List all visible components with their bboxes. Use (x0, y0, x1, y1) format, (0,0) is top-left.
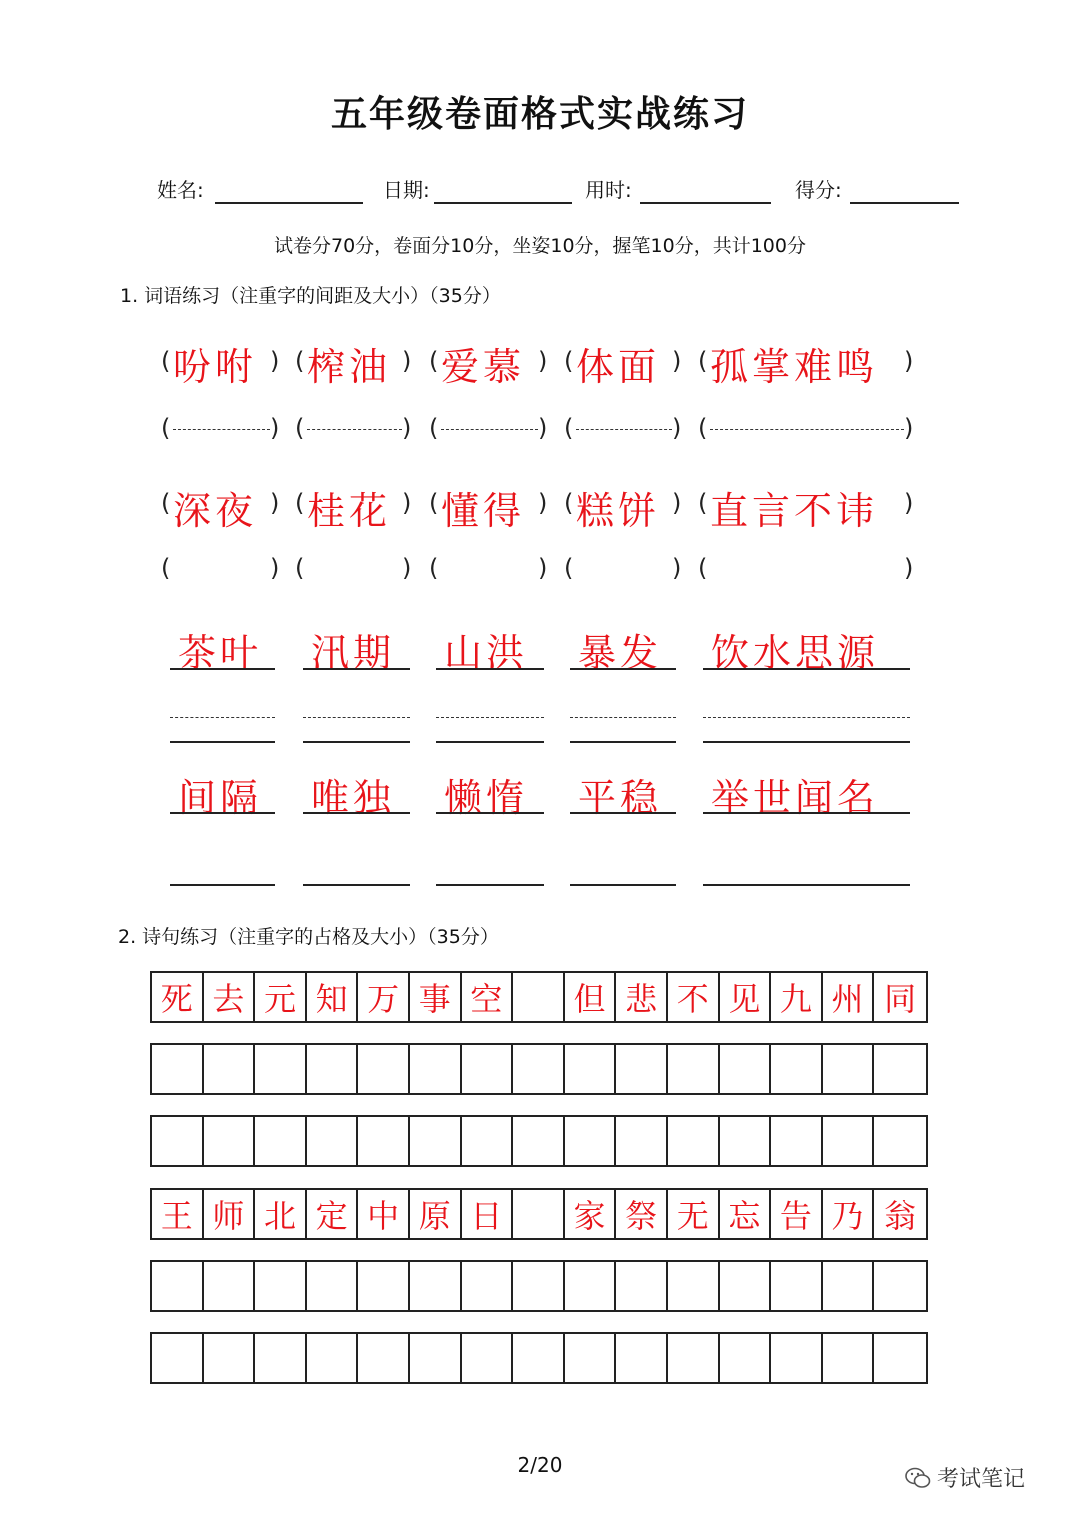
grid-cell[interactable] (720, 1262, 772, 1310)
practice-word: 平稳 (578, 776, 663, 820)
bracket-open: ( (429, 489, 439, 517)
answer-blank[interactable] (441, 414, 538, 444)
grid-cell: 元 (255, 973, 307, 1021)
page-number: 2/20 (517, 1453, 563, 1477)
bracket-open: ( (698, 554, 708, 582)
empty-grid-row (150, 1332, 928, 1384)
bracket-close: ) (538, 554, 548, 582)
grid-cell[interactable] (565, 1262, 617, 1310)
time-label: 用时: (585, 178, 632, 202)
grid-cell[interactable] (720, 1045, 772, 1093)
answer-blank[interactable] (441, 554, 538, 584)
grid-cell[interactable] (410, 1334, 462, 1382)
bracket-close: ) (672, 489, 682, 517)
grid-cell: 日 (462, 1190, 514, 1238)
grid-cell[interactable] (771, 1262, 823, 1310)
grid-cell[interactable] (720, 1117, 772, 1165)
answer-blank[interactable] (173, 554, 270, 584)
writing-line[interactable] (436, 884, 544, 886)
bracket-close: ) (402, 414, 412, 442)
grid-cell[interactable] (358, 1117, 410, 1165)
practice-word: 吩咐 (173, 345, 258, 389)
grid-cell[interactable] (668, 1045, 720, 1093)
grid-cell: 告 (771, 1190, 823, 1238)
practice-word: 饮水思源 (711, 631, 880, 675)
writing-line[interactable] (570, 884, 676, 886)
section1-heading: 1. 词语练习（注重字的间距及大小）（35分） (120, 285, 501, 307)
date-blank[interactable] (434, 202, 572, 204)
bracket-open: ( (161, 554, 171, 582)
bracket-close: ) (904, 414, 914, 442)
grid-cell[interactable] (410, 1117, 462, 1165)
writing-line (303, 812, 410, 814)
grid-cell: 中 (358, 1190, 410, 1238)
practice-word: 懂得 (441, 489, 526, 533)
grid-cell[interactable] (616, 1262, 668, 1310)
grid-cell[interactable] (668, 1334, 720, 1382)
writing-line (436, 812, 544, 814)
grid-cell[interactable] (358, 1262, 410, 1310)
grid-cell[interactable] (152, 1262, 204, 1310)
practice-word: 孤掌难鸣 (710, 345, 879, 389)
practice-word: 桂花 (307, 489, 392, 533)
grid-cell[interactable] (307, 1117, 359, 1165)
bracket-open: ( (698, 414, 708, 442)
writing-line[interactable] (303, 884, 410, 886)
bracket-close: ) (672, 414, 682, 442)
bracket-close: ) (672, 347, 682, 375)
grid-cell: 州 (823, 973, 875, 1021)
page-title: 五年级卷面格式实战练习 (330, 94, 749, 135)
practice-word: 体面 (576, 345, 661, 389)
watermark (905, 1462, 1025, 1493)
grid-cell: 同 (884, 980, 917, 1018)
writing-line[interactable] (703, 884, 910, 886)
grid-cell[interactable] (874, 1045, 926, 1093)
score-label: 得分: (795, 178, 842, 202)
grid-cell[interactable] (616, 1334, 668, 1382)
grid-cell[interactable] (874, 1334, 926, 1382)
grid-cell: 王 (152, 1190, 204, 1238)
bracket-close: ) (402, 489, 412, 517)
grid-cell (513, 1190, 565, 1238)
grid-cell[interactable] (255, 1334, 307, 1382)
grid-cell[interactable] (204, 1117, 256, 1165)
practice-word: 暴发 (578, 631, 663, 675)
score-note: 试卷分70分，卷面分10分，坐姿10分，握笔10分，共计100分 (274, 235, 806, 257)
name-blank[interactable] (215, 202, 363, 204)
dashed-guide (703, 717, 910, 718)
grid-cell: 原 (410, 1190, 462, 1238)
grid-cell[interactable] (668, 1117, 720, 1165)
practice-word: 直言不讳 (710, 489, 879, 533)
grid-cell: 知 (307, 973, 359, 1021)
answer-blank[interactable] (710, 554, 904, 584)
grid-cell[interactable] (358, 1045, 410, 1093)
grid-cell[interactable] (565, 1117, 617, 1165)
watermark-text: 考试笔记 (937, 1467, 1026, 1492)
score-blank[interactable] (850, 202, 959, 204)
grid-cell: 九 (771, 973, 823, 1021)
answer-blank[interactable] (307, 414, 402, 444)
bracket-close: ) (672, 554, 682, 582)
writing-line (303, 668, 410, 670)
writing-line (703, 812, 910, 814)
bracket-open: ( (698, 489, 708, 517)
grid-cell: 悲 (616, 973, 668, 1021)
answer-blank[interactable] (173, 414, 270, 444)
grid-cell[interactable] (513, 1045, 565, 1093)
bracket-close: ) (270, 554, 280, 582)
grid-cell: 乃 (823, 1190, 875, 1238)
writing-line[interactable] (170, 884, 275, 886)
writing-line (703, 668, 910, 670)
grid-cell[interactable] (771, 1117, 823, 1165)
practice-word: 榨油 (307, 345, 392, 389)
grid-cell[interactable] (410, 1045, 462, 1093)
writing-line (170, 668, 275, 670)
answer-blank[interactable] (576, 414, 672, 444)
grid-cell[interactable] (874, 1262, 926, 1310)
grid-cell[interactable] (565, 1045, 617, 1093)
grid-cell[interactable] (513, 1262, 565, 1310)
bracket-open: ( (564, 414, 574, 442)
bracket-close: ) (402, 554, 412, 582)
grid-cell[interactable] (616, 1117, 668, 1165)
poem-row (150, 1188, 928, 1240)
grid-cell: 忘 (720, 1190, 772, 1238)
bracket-close: ) (538, 347, 548, 375)
grid-cell[interactable] (204, 1045, 256, 1093)
grid-cell: 家 (565, 1190, 617, 1238)
grid-cell[interactable] (152, 1334, 204, 1382)
empty-grid-row (150, 1115, 928, 1167)
grid-cell: 北 (255, 1190, 307, 1238)
writing-line (570, 668, 676, 670)
bracket-open: ( (295, 414, 305, 442)
dashed-guide (170, 717, 275, 718)
practice-word: 山洪 (444, 631, 529, 675)
practice-word: 茶叶 (178, 631, 263, 675)
bracket-open: ( (161, 347, 171, 375)
name-label: 姓名: (157, 178, 204, 202)
answer-blank[interactable] (576, 554, 672, 584)
bracket-open: ( (564, 554, 574, 582)
grid-cell: 定 (307, 1190, 359, 1238)
grid-cell: 死 (152, 973, 204, 1021)
bracket-open: ( (564, 347, 574, 375)
dashed-guide (303, 717, 410, 718)
grid-cell: 空 (462, 973, 514, 1021)
bracket-open: ( (161, 414, 171, 442)
grid-cell: 去 (204, 973, 256, 1021)
bracket-open: ( (698, 347, 708, 375)
bracket-open: ( (295, 489, 305, 517)
grid-cell[interactable] (307, 1334, 359, 1382)
grid-cell[interactable] (513, 1334, 565, 1382)
grid-cell[interactable] (358, 1334, 410, 1382)
grid-cell: 事 (410, 973, 462, 1021)
practice-word: 懒惰 (444, 776, 529, 820)
practice-word: 举世闻名 (711, 776, 880, 820)
writing-line[interactable] (570, 741, 676, 743)
grid-cell[interactable] (874, 1117, 926, 1165)
date-label: 日期: (383, 178, 430, 202)
dashed-guide (436, 717, 544, 718)
grid-cell: 翁 (884, 1197, 917, 1235)
grid-cell[interactable] (462, 1262, 514, 1310)
grid-cell[interactable] (204, 1262, 256, 1310)
grid-cell[interactable] (307, 1045, 359, 1093)
grid-cell[interactable] (255, 1045, 307, 1093)
writing-line[interactable] (703, 741, 910, 743)
bracket-open: ( (429, 554, 439, 582)
writing-line[interactable] (303, 741, 410, 743)
practice-word: 爱慕 (441, 345, 526, 389)
grid-cell: 见 (720, 973, 772, 1021)
grid-cell[interactable] (462, 1045, 514, 1093)
bracket-close: ) (538, 489, 548, 517)
grid-cell (513, 973, 565, 1021)
answer-blank[interactable] (710, 414, 904, 444)
poem-row (150, 971, 928, 1023)
grid-cell[interactable] (823, 1117, 875, 1165)
grid-cell[interactable] (771, 1045, 823, 1093)
grid-cell: 祭 (616, 1190, 668, 1238)
wechat-icon (905, 1467, 931, 1489)
bracket-close: ) (904, 554, 914, 582)
grid-cell[interactable] (152, 1117, 204, 1165)
section2-heading: 2. 诗句练习（注重字的占格及大小）（35分） (118, 926, 499, 948)
grid-cell[interactable] (668, 1262, 720, 1310)
bracket-close: ) (904, 489, 914, 517)
bracket-close: ) (270, 414, 280, 442)
grid-cell[interactable] (823, 1045, 875, 1093)
grid-cell: 师 (204, 1190, 256, 1238)
grid-cell: 万 (358, 973, 410, 1021)
bracket-open: ( (429, 347, 439, 375)
bracket-open: ( (564, 489, 574, 517)
grid-cell[interactable] (823, 1262, 875, 1310)
writing-line (170, 812, 275, 814)
writing-line (436, 668, 544, 670)
writing-line (570, 812, 676, 814)
bracket-open: ( (295, 554, 305, 582)
grid-cell[interactable] (307, 1262, 359, 1310)
grid-cell[interactable] (616, 1045, 668, 1093)
bracket-close: ) (270, 489, 280, 517)
grid-cell[interactable] (462, 1334, 514, 1382)
bracket-close: ) (538, 414, 548, 442)
grid-cell[interactable] (462, 1117, 514, 1165)
bracket-open: ( (161, 489, 171, 517)
grid-cell[interactable] (823, 1334, 875, 1382)
grid-cell: 但 (565, 973, 617, 1021)
writing-line[interactable] (436, 741, 544, 743)
grid-cell[interactable] (771, 1334, 823, 1382)
empty-grid-row (150, 1260, 928, 1312)
answer-blank[interactable] (307, 554, 402, 584)
grid-cell[interactable] (410, 1262, 462, 1310)
dashed-guide (570, 717, 676, 718)
grid-cell: 无 (668, 1190, 720, 1238)
practice-word: 汛期 (311, 631, 396, 675)
practice-word: 间隔 (178, 776, 263, 820)
grid-cell[interactable] (255, 1262, 307, 1310)
bracket-open: ( (295, 347, 305, 375)
grid-cell[interactable] (255, 1117, 307, 1165)
grid-cell: 不 (668, 973, 720, 1021)
grid-cell[interactable] (720, 1334, 772, 1382)
time-blank[interactable] (640, 202, 771, 204)
practice-word: 糕饼 (576, 489, 661, 533)
bracket-open: ( (429, 414, 439, 442)
bracket-close: ) (904, 347, 914, 375)
empty-grid-row (150, 1043, 928, 1095)
grid-cell[interactable] (513, 1117, 565, 1165)
grid-cell[interactable] (204, 1334, 256, 1382)
writing-line[interactable] (170, 741, 275, 743)
grid-cell[interactable] (152, 1045, 204, 1093)
bracket-close: ) (270, 347, 280, 375)
practice-word: 深夜 (173, 489, 258, 533)
grid-cell[interactable] (565, 1334, 617, 1382)
bracket-close: ) (402, 347, 412, 375)
practice-word: 唯独 (311, 776, 396, 820)
